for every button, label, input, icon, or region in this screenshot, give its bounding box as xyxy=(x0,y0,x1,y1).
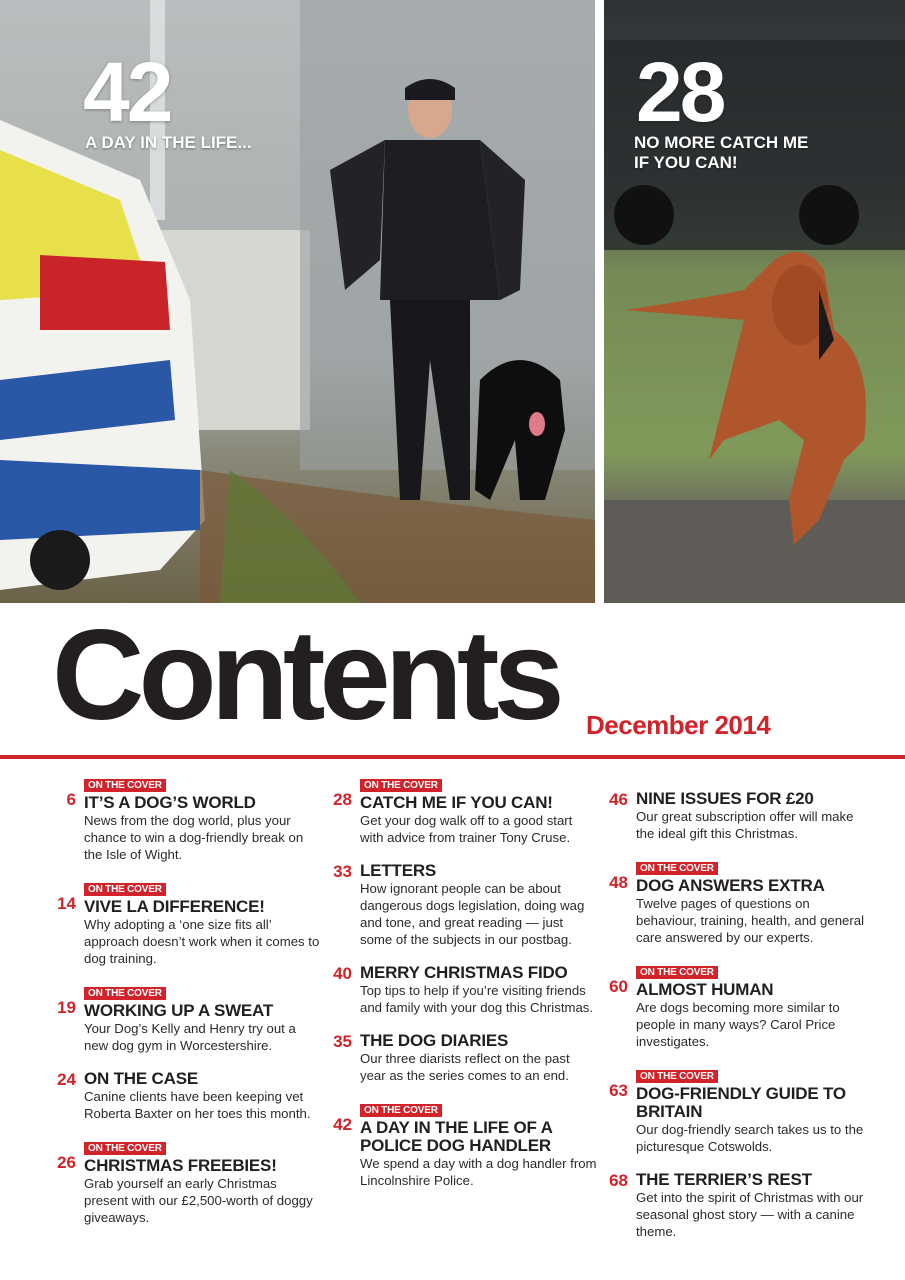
on-the-cover-badge: ON THE COVER xyxy=(360,779,442,792)
on-the-cover-badge: ON THE COVER xyxy=(360,1104,442,1117)
entry-description: Get into the spirit of Christmas with our seasonal ghost story — with a canine theme. xyxy=(636,1190,864,1239)
entry-page-number: 60 xyxy=(609,977,628,996)
contents-entry[interactable] xyxy=(328,964,598,1016)
entry-title: LETTERS xyxy=(360,861,437,880)
entry-title: CATCH ME IF YOU CAN! xyxy=(360,793,553,812)
entry-title: THE TERRIER’S REST xyxy=(636,1170,812,1189)
entry-page-number: 40 xyxy=(333,964,352,983)
entry-title: VIVE LA DIFFERENCE! xyxy=(84,897,265,916)
entry-title: WORKING UP A SWEAT xyxy=(84,1001,274,1020)
entry-page-number: 19 xyxy=(57,998,76,1017)
on-the-cover-badge: ON THE COVER xyxy=(84,883,166,896)
contents-entry[interactable] xyxy=(52,1138,322,1226)
on-the-cover-badge: ON THE COVER xyxy=(636,966,718,979)
entry-description: Our dog-friendly search takes us to the picturesque Cotswolds. xyxy=(636,1122,864,1154)
entry-page-number: 26 xyxy=(57,1153,76,1172)
page-title: Contents xyxy=(52,604,559,747)
entry-title: DOG-FRIENDLY GUIDE TO BRITAIN xyxy=(636,1084,846,1121)
contents-entry[interactable] xyxy=(604,1066,874,1155)
entry-page-number: 24 xyxy=(57,1070,76,1089)
contents-entry[interactable] xyxy=(328,862,598,948)
contents-entry[interactable] xyxy=(604,858,874,946)
entry-page-number: 48 xyxy=(609,873,628,892)
entry-title: A DAY IN THE LIFE OF A POLICE DOG HANDLER xyxy=(360,1118,553,1155)
entry-page-number: 42 xyxy=(333,1115,352,1134)
entry-description: Why adopting a ‘one size fits all’ approach doesn’t work when it comes to dog training. xyxy=(84,917,320,966)
entry-description: Our three diarists reflect on the past year as the series comes to an end. xyxy=(360,1051,570,1083)
entry-description: Grab yourself an early Christmas present with our £2,500-worth of doggy giveaways. xyxy=(84,1176,313,1225)
entry-page-number: 68 xyxy=(609,1171,628,1190)
entry-title: THE DOG DIARIES xyxy=(360,1031,509,1050)
running-dog-photo[interactable] xyxy=(604,0,905,603)
feature-caption: NO MORE CATCH ME IF YOU CAN! xyxy=(634,133,809,172)
contents-entry[interactable] xyxy=(328,775,598,846)
entry-description: Twelve pages of questions on behaviour, training, health, and general care answered by our experts. xyxy=(636,896,865,945)
entry-description: Our great subscription offer will make the ideal gift this Christmas. xyxy=(636,809,854,841)
feature-page-number: 28 xyxy=(636,45,724,139)
entry-description: We spend a day with a dog handler from Lincolnshire Police. xyxy=(360,1156,597,1188)
entry-description: Are dogs becoming more similar to people in many ways? Carol Price investigates. xyxy=(636,1000,840,1049)
contents-column-3 xyxy=(604,790,874,1256)
feature-caption: A DAY IN THE LIFE... xyxy=(85,133,252,152)
contents-entry[interactable] xyxy=(328,1032,598,1084)
entry-title: ON THE CASE xyxy=(84,1069,198,1088)
entry-title: CHRISTMAS FREEBIES! xyxy=(84,1156,277,1175)
contents-entry[interactable] xyxy=(604,1171,874,1240)
entry-page-number: 46 xyxy=(609,790,628,809)
entry-page-number: 35 xyxy=(333,1032,352,1051)
contents-entry[interactable] xyxy=(52,879,322,967)
on-the-cover-badge: ON THE COVER xyxy=(636,862,718,875)
entry-description: How ignorant people can be about dangerous dogs legislation, doing wag and tone, and great reading — just some of the subjects in our postbag. xyxy=(360,881,585,947)
entry-description: Get your dog walk off to a good start with advice from trainer Tony Cruse. xyxy=(360,813,573,845)
entry-page-number: 63 xyxy=(609,1081,628,1100)
entry-title: IT’S A DOG’S WORLD xyxy=(84,793,256,812)
entry-page-number: 6 xyxy=(66,790,76,809)
contents-entry[interactable] xyxy=(52,1070,322,1122)
contents-entry[interactable] xyxy=(52,983,322,1054)
entry-description: Top tips to help if you’re visiting friends and family with your dog this Christmas. xyxy=(360,983,594,1015)
divider xyxy=(0,755,905,759)
contents-entry[interactable] xyxy=(52,775,322,863)
feature-page-number: 42 xyxy=(83,45,171,139)
entry-description: Your Dog’s Kelly and Henry try out a new dog gym in Worcestershire. xyxy=(84,1021,296,1053)
on-the-cover-badge: ON THE COVER xyxy=(84,987,166,1000)
on-the-cover-badge: ON THE COVER xyxy=(84,1142,166,1155)
entry-title: ALMOST HUMAN xyxy=(636,980,774,999)
entry-title: DOG ANSWERS EXTRA xyxy=(636,876,825,895)
on-the-cover-badge: ON THE COVER xyxy=(636,1070,718,1083)
entry-description: News from the dog world, plus your chance to win a dog-friendly break on the Isle of Wight. xyxy=(84,813,304,862)
entry-title: NINE ISSUES FOR £20 xyxy=(636,789,814,808)
entry-page-number: 28 xyxy=(333,790,352,809)
issue-date: December 2014 xyxy=(586,710,771,740)
contents-entry[interactable] xyxy=(328,1100,598,1189)
entry-description: Canine clients have been keeping vet Roberta Baxter on her toes this month. xyxy=(84,1089,311,1121)
entry-page-number: 33 xyxy=(333,862,352,881)
on-the-cover-badge: ON THE COVER xyxy=(84,779,166,792)
contents-column-2 xyxy=(328,775,598,1205)
contents-entry[interactable] xyxy=(604,790,874,842)
entry-title: MERRY CHRISTMAS FIDO xyxy=(360,963,568,982)
contents-column-1 xyxy=(52,775,322,1242)
police-dog-handler-photo[interactable] xyxy=(0,0,595,603)
entry-page-number: 14 xyxy=(57,894,76,913)
contents-entry[interactable] xyxy=(604,962,874,1050)
